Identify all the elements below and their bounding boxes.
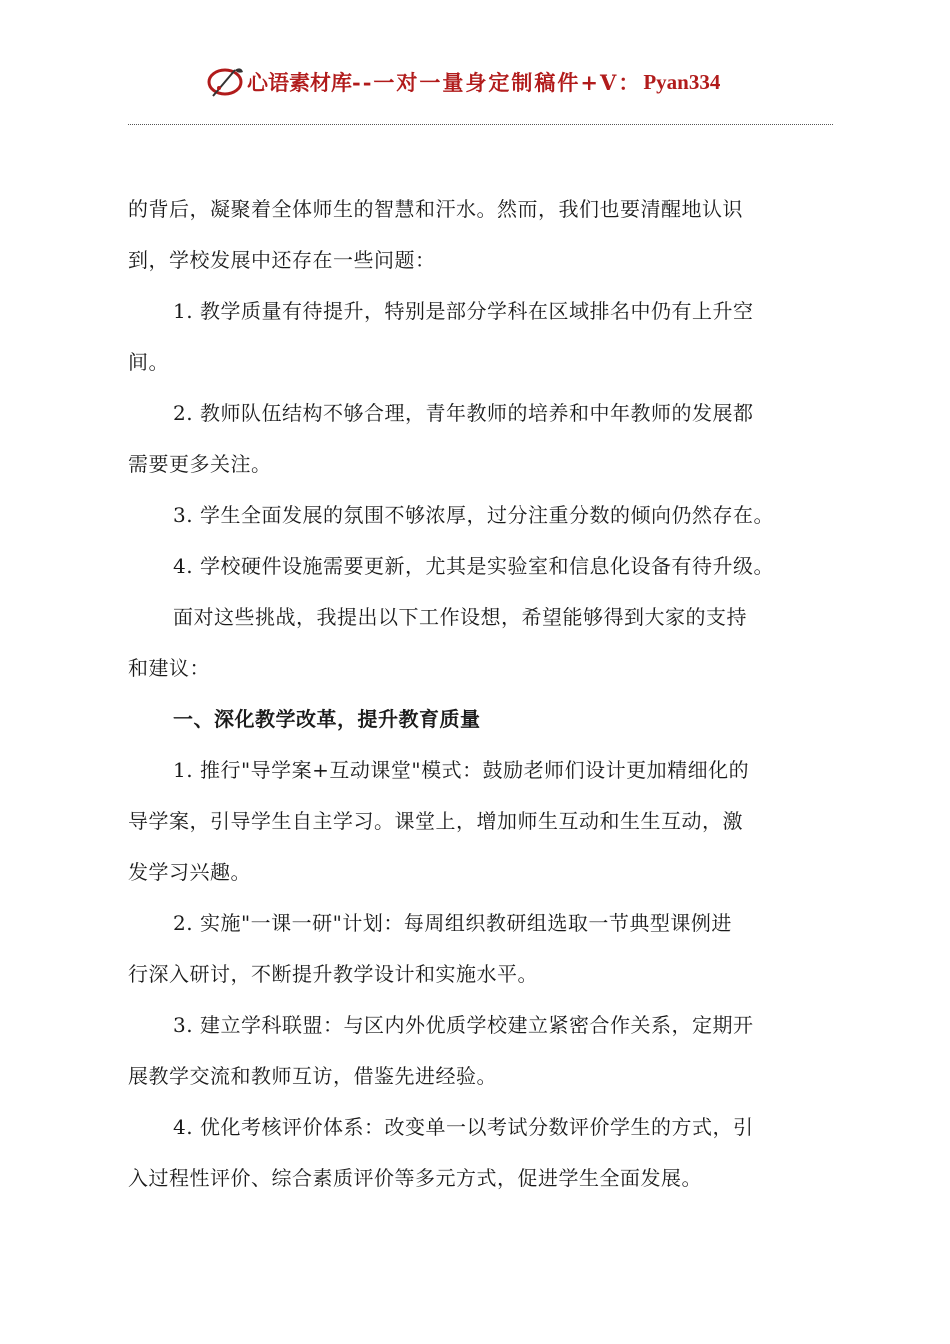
document-header bbox=[205, 62, 720, 102]
paragraph-line: 行深入研讨，不断提升教学设计和实施水平。 bbox=[128, 962, 538, 986]
paragraph-line: 和建议： bbox=[128, 656, 210, 680]
paragraph-line: 需要更多关注。 bbox=[128, 452, 272, 476]
paragraph-line: 到，学校发展中还存在一些问题： bbox=[128, 248, 436, 272]
header-tagline: --一对一量身定制稿件+V： bbox=[352, 70, 642, 95]
paragraph-line: 入过程性评价、综合素质评价等多元方式，促进学生全面发展。 bbox=[128, 1166, 702, 1190]
paragraph-line: 4. 优化考核评价体系：改变单一以考试分数评价学生的方式，引 bbox=[173, 1115, 754, 1139]
paragraph-line: 3. 建立学科联盟：与区内外优质学校建立紧密合作关系，定期开 bbox=[173, 1013, 754, 1037]
brand-name: 心语素材库 bbox=[247, 70, 352, 95]
contact-handle: Pyan334 bbox=[643, 69, 721, 94]
paragraph-line: 展教学交流和教师互访，借鉴先进经验。 bbox=[128, 1064, 497, 1088]
section-heading: 一、深化教学改革，提升教育质量 bbox=[173, 707, 481, 731]
paragraph-line: 间。 bbox=[128, 350, 169, 374]
header-divider bbox=[128, 124, 833, 125]
paragraph-line: 面对这些挑战，我提出以下工作设想，希望能够得到大家的支持 bbox=[173, 605, 747, 629]
paragraph-line: 的背后，凝聚着全体师生的智慧和汗水。然而，我们也要清醒地认识 bbox=[128, 197, 743, 221]
document-body bbox=[128, 184, 840, 1204]
paragraph-line: 4. 学校硬件设施需要更新，尤其是实验室和信息化设备有待升级。 bbox=[173, 554, 774, 578]
paragraph-line: 发学习兴趣。 bbox=[128, 860, 251, 884]
paragraph-line: 3. 学生全面发展的氛围不够浓厚，过分注重分数的倾向仍然存在。 bbox=[173, 503, 774, 527]
paragraph-line: 2. 实施"一课一研"计划：每周组织教研组选取一节典型课例进 bbox=[173, 911, 732, 935]
quill-logo-icon bbox=[205, 62, 247, 102]
paragraph-line: 导学案，引导学生自主学习。课堂上，增加师生互动和生生互动，激 bbox=[128, 809, 743, 833]
paragraph-line: 1. 推行"导学案+互动课堂"模式：鼓励老师们设计更加精细化的 bbox=[173, 758, 750, 782]
paragraph-line: 2. 教师队伍结构不够合理，青年教师的培养和中年教师的发展都 bbox=[173, 401, 754, 425]
paragraph-line: 1. 教学质量有待提升，特别是部分学科在区域排名中仍有上升空 bbox=[173, 299, 754, 323]
